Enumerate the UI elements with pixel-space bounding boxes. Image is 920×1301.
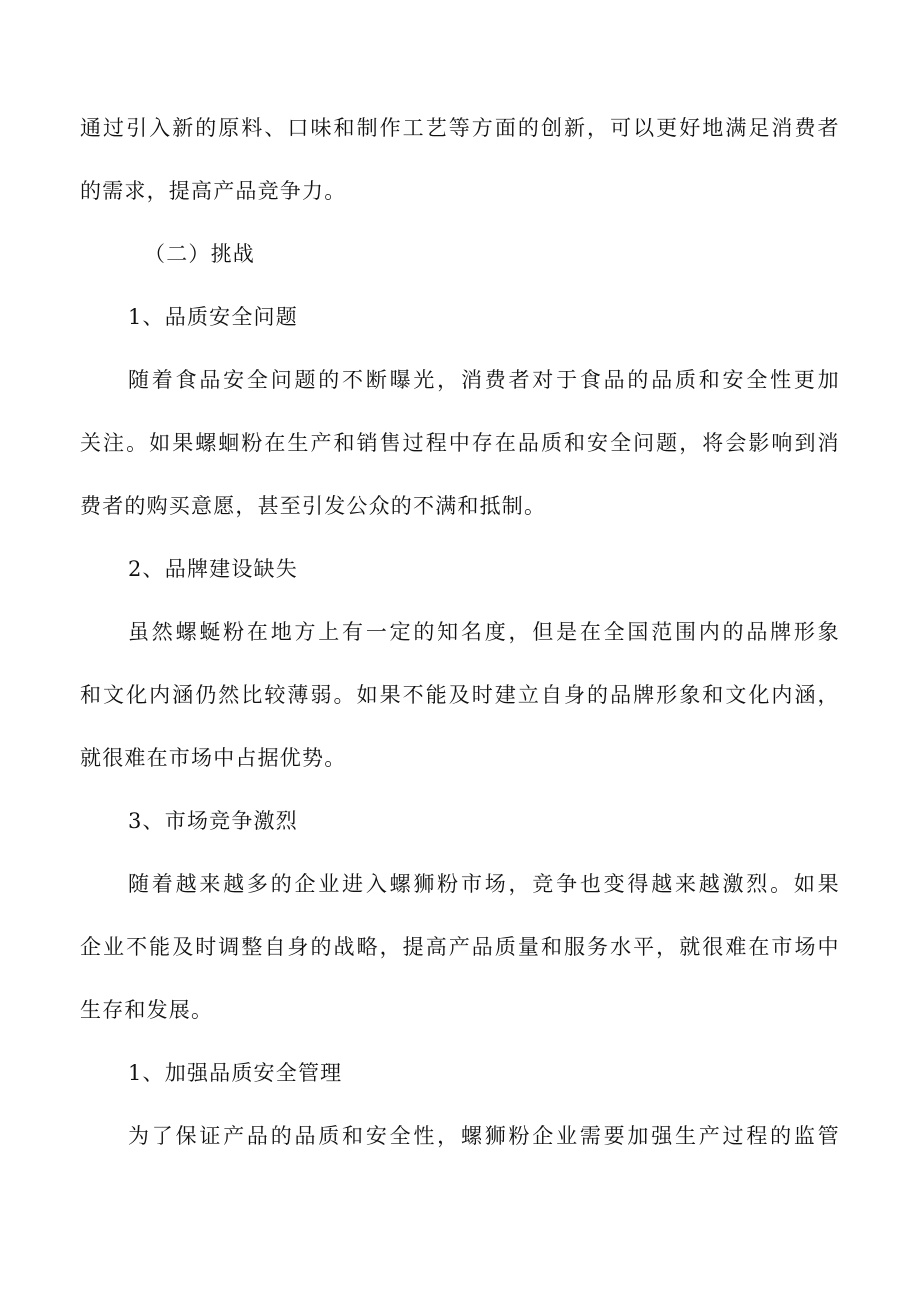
subheading: 3、市场竞争激烈 [128,809,298,833]
paragraph-continuation-line: 的需求，提高产品竞争力。 [80,179,347,203]
section-heading: （二）挑战 [144,242,255,266]
paragraph-line: 企 业 不 能 及 时 调 整 自 身 的 战 略 ， 提 高 产 品 质 量 和 服 务 水 平 ， 就 很 难 在 市 场 中 [80,935,840,959]
paragraph-line: 随 着 食 品 安 全 问 题 的 不 断 曝 光 ， 消 费 者 对 于 食 品 的 品 质 和 安 全 性 更 加 [128,368,840,392]
paragraph-continuation-line: 通 过 引 入 新 的 原 料 、 口 味 和 制 作 工 艺 等 方 面 的 创 新 ， 可 以 更 好 地 满 足 消 费 者 [80,116,840,140]
paragraph-line: 就很难在市场中占据优势。 [80,746,347,770]
paragraph-line: 随 着 越 来 越 多 的 企 业 进 入 螺 狮 粉 市 场 ， 竞 争 也 变 得 越 来 越 激 烈 。 如 果 [128,872,840,896]
paragraph-line: 生存和发展。 [80,998,214,1022]
paragraph-line: 和 文 化 内 涵 仍 然 比 较 薄 弱 。 如 果 不 能 及 时 建 立 自 身 的 品 牌 形 象 和 文 化 内 涵 ， [80,683,840,707]
paragraph-line: 为 了 保 证 产 品 的 品 质 和 安 全 性 ， 螺 狮 粉 企 业 需 要 加 强 生 产 过 程 的 监 管 [128,1124,840,1148]
subheading: 2、品牌建设缺失 [128,557,298,581]
paragraph-line: 关 注 。 如 果 螺 蛔 粉 在 生 产 和 销 售 过 程 中 存 在 品 质 和 安 全 问 题 ， 将 会 影 响 到 消 [80,431,840,455]
subheading: 1、品质安全问题 [128,305,298,329]
subheading: 1、加强品质安全管理 [128,1061,343,1085]
paragraph-line: 虽 然 螺 蜒 粉 在 地 方 上 有 一 定 的 知 名 度 ， 但 是 在 全 国 范 围 内 的 品 牌 形 象 [128,620,840,644]
document-body [80,115,840,1149]
paragraph-line: 费者的购买意愿，甚至引发公众的不满和抵制。 [80,494,547,518]
